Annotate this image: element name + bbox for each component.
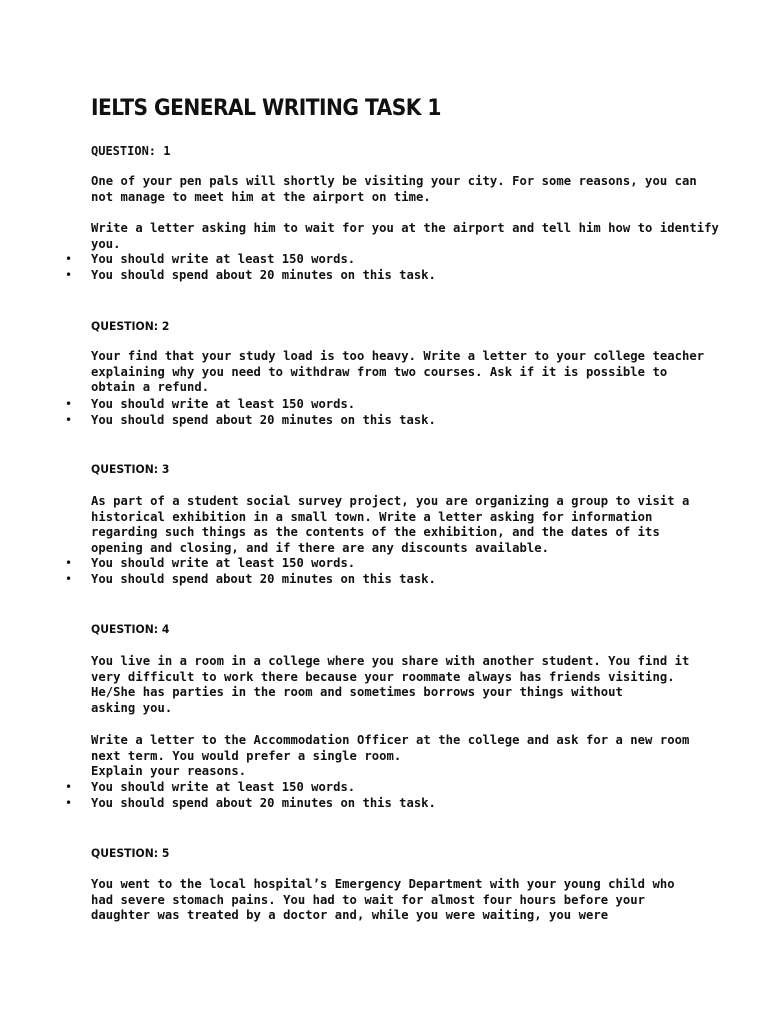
question-3-paragraph-1: As part of a student social survey project, you are organizing a group to visit a historical exhibition in a small town. Write a letter asking for information regarding such things as the contents of the exhibition, and the dates of its opening and closing, and if there are any discounts available. — [91, 494, 690, 555]
bullet-text: You should spend about 20 minutes on this task. — [91, 267, 436, 282]
bullet-item — [0, 268, 700, 284]
question-3-bullets — [0, 556, 700, 587]
bullet-item — [0, 780, 700, 796]
bullet-icon: • — [65, 780, 73, 794]
question-4-heading: QUESTION: 4 — [91, 622, 170, 636]
bullet-item — [0, 572, 700, 588]
bullet-text: You should write at least 150 words. — [91, 780, 356, 794]
question-2-heading: QUESTION: 2 — [91, 319, 170, 333]
question-2-paragraph-1: Your find that your study load is too heavy. Write a letter to your college teacher explaining why you need to withdraw from two courses. Ask if it is possible to obtain a refund. — [91, 349, 705, 395]
question-1-paragraph-2: Write a letter asking him to wait for you at the airport and tell him how to identify you. — [91, 221, 719, 251]
bullet-item — [0, 252, 700, 268]
bullet-icon: • — [65, 571, 73, 586]
question-1-heading: QUESTION: 1 — [91, 144, 171, 158]
bullet-icon: • — [65, 412, 73, 427]
bullet-item — [0, 397, 700, 413]
document-title: IELTS GENERAL WRITING TASK 1 — [91, 96, 441, 121]
question-3-heading: QUESTION: 3 — [91, 462, 170, 476]
bullet-text: You should write at least 150 words. — [91, 252, 356, 266]
question-1-paragraph-1: One of your pen pals will shortly be visiting your city. For some reasons, you can not manage to meet him at the airport on time. — [91, 174, 697, 204]
question-1-bullets — [0, 252, 700, 283]
question-4-paragraph-1: You live in a room in a college where you share with another student. You find it very difficult to work there because your roommate always has friends visiting. He/She has parties in the room and sometimes borrows your things without asking you. — [91, 654, 690, 715]
question-4-bullets — [0, 780, 700, 811]
bullet-item — [0, 796, 700, 812]
question-4-paragraph-2: Write a letter to the Accommodation Officer at the college and ask for a new room next term. You would prefer a single room. Explain your reasons. — [91, 733, 690, 779]
question-2-bullets — [0, 397, 700, 428]
bullet-text: You should spend about 20 minutes on this task. — [91, 571, 436, 586]
bullet-text: You should write at least 150 words. — [91, 397, 356, 411]
bullet-item — [0, 556, 700, 572]
question-5-paragraph-1: You went to the local hospital’s Emergency Department with your young child who had severe stomach pains. You had to wait for almost four hours before your daughter was treated by a doctor and, while you were waiting, you were — [91, 877, 675, 923]
bullet-icon: • — [65, 267, 73, 282]
bullet-item — [0, 413, 700, 429]
question-5-heading: QUESTION: 5 — [91, 846, 170, 860]
bullet-text: You should spend about 20 minutes on this task. — [91, 412, 436, 427]
bullet-text: You should spend about 20 minutes on this task. — [91, 795, 436, 810]
bullet-icon: • — [65, 795, 73, 810]
bullet-icon: • — [65, 397, 73, 411]
bullet-icon: • — [65, 252, 73, 266]
bullet-text: You should write at least 150 words. — [91, 556, 356, 570]
bullet-icon: • — [65, 556, 73, 570]
